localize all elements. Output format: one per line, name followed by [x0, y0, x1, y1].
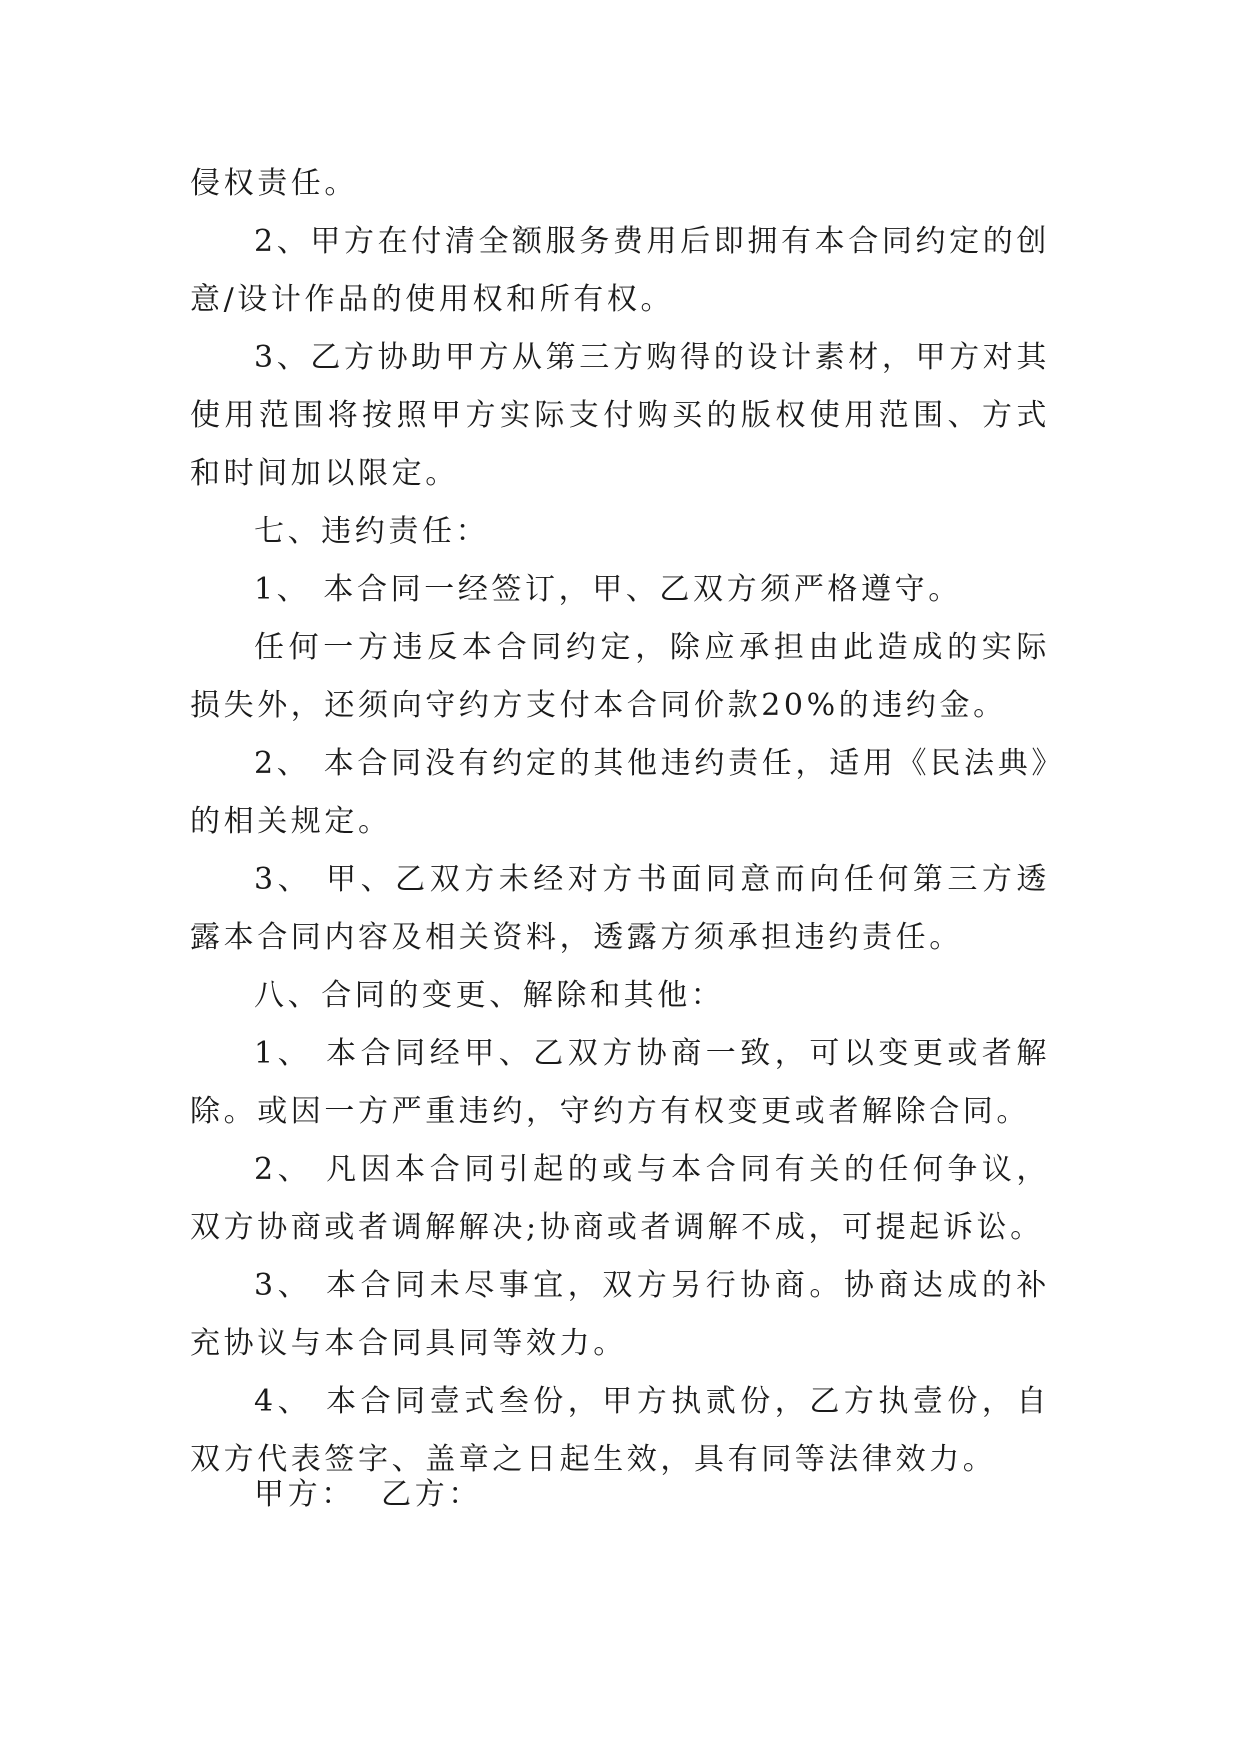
paragraph: 3、 甲、乙双方未经对方书面同意而向任何第三方透露本合同内容及相关资料，透露方须承担违约责任。	[190, 862, 1050, 955]
paragraph: 1、 本合同一经签订，甲、乙双方须严格遵守。	[254, 572, 962, 607]
paragraph: 2、 凡因本合同引起的或与本合同有关的任何争议，双方协商或者调解解决;协商或者调解不成，可提起诉讼。	[190, 1152, 1050, 1245]
party-b-label: 乙方：	[381, 1477, 482, 1512]
section-heading: 八、合同的变更、解除和其他：	[254, 978, 725, 1013]
party-a-label: 甲方：	[254, 1477, 355, 1512]
paragraph: 2、甲方在付清全额服务费用后即拥有本合同约定的创意/设计作品的使用权和所有权。	[190, 224, 1050, 317]
contract-body	[190, 155, 1050, 1489]
signature-line	[254, 1466, 482, 1524]
paragraph: 1、 本合同经甲、乙双方协商一致，可以变更或者解除。或因一方严重违约，守约方有权变更或者解除合同。	[190, 1036, 1050, 1129]
paragraph: 3、 本合同未尽事宜，双方另行协商。协商达成的补充协议与本合同具同等效力。	[190, 1268, 1050, 1361]
paragraph: 任何一方违反本合同约定，除应承担由此造成的实际损失外，还须向守约方支付本合同价款20%的违约金。	[190, 630, 1050, 723]
paragraph: 侵权责任。	[190, 166, 358, 201]
section-heading: 七、违约责任：	[254, 514, 490, 549]
paragraph: 3、乙方协助甲方从第三方购得的设计素材，甲方对其使用范围将按照甲方实际支付购买的版权使用范围、方式和时间加以限定。	[190, 340, 1050, 491]
paragraph: 4、 本合同壹式叁份，甲方执贰份，乙方执壹份，自双方代表签字、盖章之日起生效，具有同等法律效力。	[190, 1384, 1050, 1477]
paragraph: 2、 本合同没有约定的其他违约责任，适用《民法典》的相关规定。	[190, 746, 1050, 839]
